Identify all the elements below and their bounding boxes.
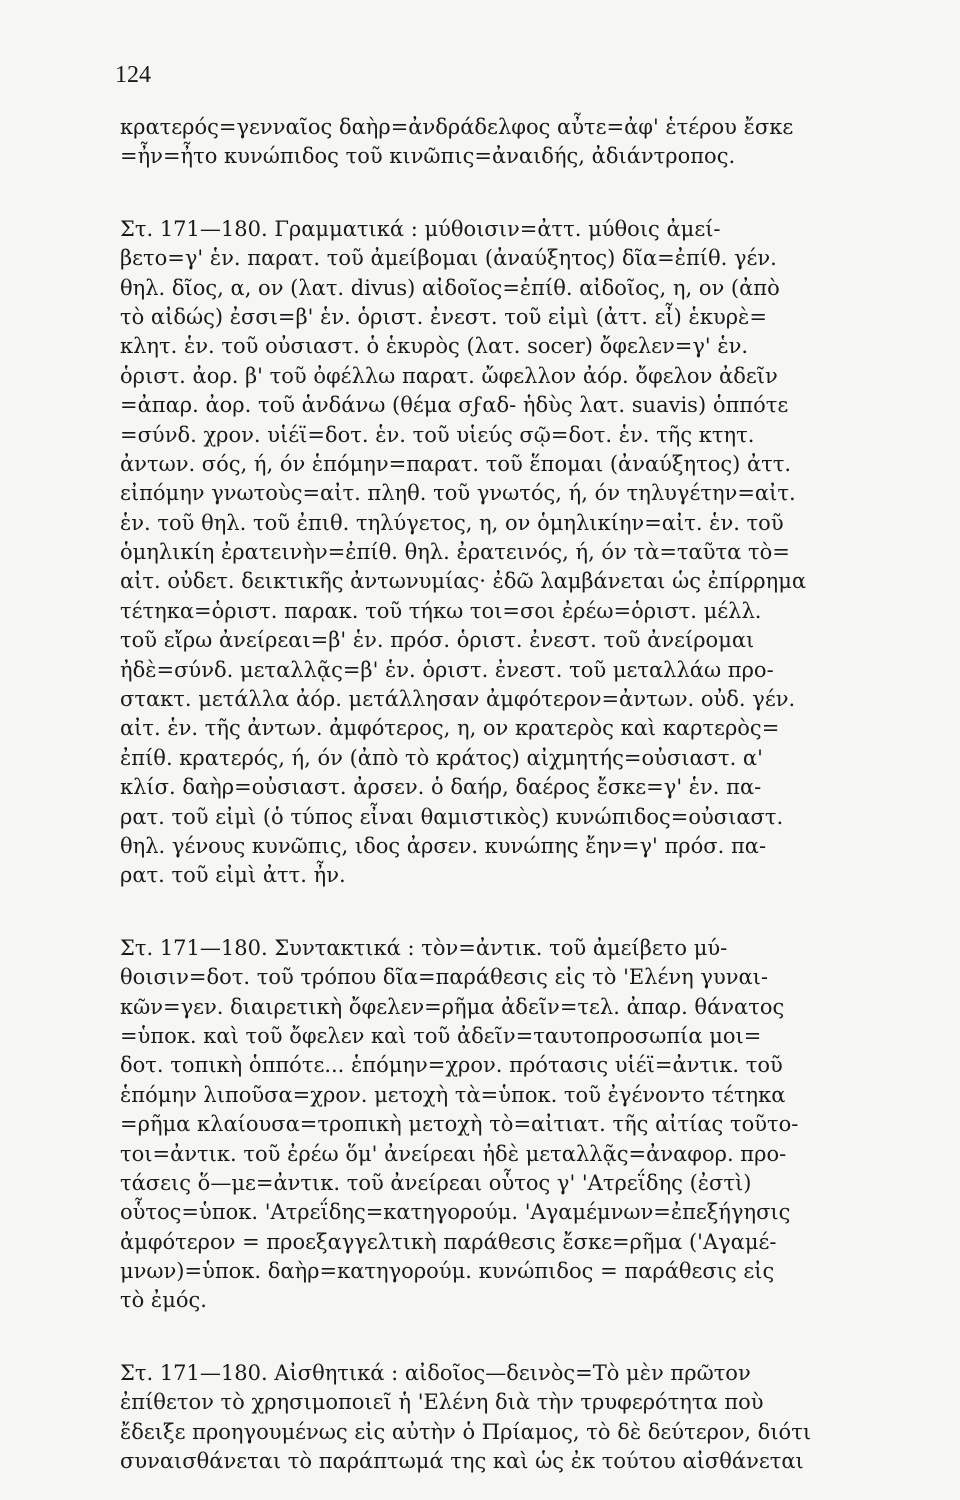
text-block <box>120 1359 840 1477</box>
text-line: κλίσ. δαὴρ=οὐσιαστ. ἀρσεν. ὁ δαήρ, δαέρος ἔσκε=γ' ἑν. πα- <box>120 775 762 800</box>
text-line: τέτηκα=ὁριστ. παρακ. τοῦ τήκω τοι=σοι ἐρέω=ὁριστ. μέλλ. <box>120 598 762 623</box>
text-line: αἰτ. ἑν. τῆς ἀντων. ἀμφότερος, η, ον κρατερὸς καὶ καρτερὸς= <box>120 716 780 741</box>
text-line: θηλ. γένους κυνῶπις, ιδος ἀρσεν. κυνώπης ἔην=γ' πρόσ. πα- <box>120 833 767 858</box>
text-line: =ρῆμα κλαίουσα=τροπικὴ μετοχὴ τὸ=αἰτιατ. τῆς αἰτίας τοῦτο- <box>120 1112 799 1137</box>
text-line: οὗτος=ὑποκ. 'Ατρεΐδης=κατηγορούμ. 'Αγαμέμνων=ἐπεξήγησις <box>120 1200 791 1225</box>
text-line: συναισθάνεται τὸ παράπτωμά της καὶ ὡς ἐκ τούτου αἰσθάνεται <box>120 1449 804 1474</box>
text-line: ὁμηλικίη ἐρατεινὴν=ἐπίθ. θηλ. ἐρατεινός, ή, όν τὰ=ταῦτα τὸ= <box>120 540 790 565</box>
text-line: =ἀπαρ. ἀορ. τοῦ ἁνδάνω (θέμα σϝαδ- ἡδὺς λατ. suavis) ὁππότε <box>120 393 789 418</box>
text-line: τοι=ἀντικ. τοῦ ἐρέω ὅμ' ἀνείρεαι ἠδὲ μεταλλᾷς=ἀναφορ. προ- <box>120 1141 787 1166</box>
text-line: τὸ αἰδώς) ἐσσι=β' ἑν. ὁριστ. ἐνεστ. τοῦ εἰμὶ (ἀττ. εἶ) ἑκυρὲ= <box>120 304 767 329</box>
text-line: θηλ. δῖος, α, ον (λατ. divus) αἰδοῖος=ἐπίθ. αἰδοῖος, η, ον (ἀπὸ <box>120 275 780 300</box>
text-line: ἔδειξε προηγουμένως εἰς αὐτὴν ὁ Πρίαμος, τὸ δὲ δεύτερον, διότι <box>120 1419 812 1444</box>
text-line: ἐπίθ. κρατερός, ή, όν (ἀπὸ τὸ κράτος) αἰχμητής=οὐσιαστ. α' <box>120 745 763 770</box>
text-line: στακτ. μετάλλα ἀόρ. μετάλλησαν ἀμφότερον=ἀντων. οὐδ. γέν. <box>120 687 796 712</box>
text-line: δοτ. τοπικὴ ὁππότε... ἑπόμην=χρον. πρότασις υἱέϊ=ἀντικ. τοῦ <box>120 1053 783 1078</box>
text-block <box>120 934 840 1316</box>
text-line: κρατερός=γενναῖος δαὴρ=ἀνδράδελφος αὖτε=ἀφ' ἑτέρου ἔσκε <box>120 115 794 139</box>
text-line: αἰτ. οὐδετ. δεικτικῆς ἀντωνυμίας· ἐδῶ λαμβάνεται ὡς ἐπίρρημα <box>120 569 807 594</box>
text-line: τοῦ εἴρω ἀνείρεαι=β' ἑν. πρόσ. ὁριστ. ἐνεστ. τοῦ ἀνείρομαι <box>120 628 755 653</box>
text-line: ἑν. τοῦ θηλ. τοῦ ἐπιθ. τηλύγετος, η, ον ὁμηλικίην=αἰτ. ἑν. τοῦ <box>120 510 784 535</box>
text-line: Στ. 171—180. Αἰσθητικά : αἰδοῖος—δεινὸς=Τὸ μὲν πρῶτον <box>120 1360 751 1385</box>
text-line: τὸ ἐμός. <box>120 1288 207 1313</box>
text-line: μνων)=ὑποκ. δαὴρ=κατηγορούμ. κυνώπιδος = παράθεσις εἰς <box>120 1259 775 1284</box>
text-line: ἐπίθετον τὸ χρησιμοποιεῖ ἡ 'Ελένη διὰ τὴν τρυφερότητα ποὺ <box>120 1390 764 1415</box>
paragraph-gap <box>120 891 840 934</box>
text-line: ἑπόμην λιποῦσα=χρον. μετοχὴ τὰ=ὑποκ. τοῦ ἐγένοντο τέτηκα <box>120 1082 786 1107</box>
text-block <box>120 215 840 891</box>
paragraph-gap <box>120 172 840 215</box>
text-line: =ἦν=ἦτο κυνώπιδος τοῦ κινῶπις=ἀναιδής, ἀδιάντροπος. <box>120 144 736 169</box>
text-line: ὁριστ. ἀορ. β' τοῦ ὀφέλλω παρατ. ὤφελλον ἀόρ. ὄφελον ἀδεῖν <box>120 363 778 388</box>
text-block <box>120 113 840 172</box>
text-line: τάσεις ὅ—με=ἀντικ. τοῦ ἀνείρεαι οὗτος γ' 'Ατρεΐδης (ἐστὶ) <box>120 1170 752 1195</box>
text-line: ἀμφότερον = προεξαγγελτικὴ παράθεσις ἔσκε=ρῆμα ('Αγαμέ- <box>120 1229 777 1254</box>
body-text <box>120 113 840 1476</box>
text-line: =ὑποκ. καὶ τοῦ ὄφελεν καὶ τοῦ ἀδεῖν=ταυτοπροσωπία μοι= <box>120 1023 762 1048</box>
text-line: =σύνδ. χρον. υἱέϊ=δοτ. ἑν. τοῦ υἱεύς σῷ=δοτ. ἑν. τῆς κτητ. <box>120 422 755 447</box>
text-line: ρατ. τοῦ εἰμὶ (ὁ τύπος εἶναι θαμιστικὸς) κυνώπιδος=οὐσιαστ. <box>120 804 784 829</box>
page-number: 124 <box>115 62 151 88</box>
text-line: εἰπόμην γνωτοὺς=αἰτ. πληθ. τοῦ γνωτός, ή, όν τηλυγέτην=αἰτ. <box>120 481 796 506</box>
text-line: ἀντων. σός, ή, όν ἑπόμην=παρατ. τοῦ ἕπομαι (ἀναύξητος) ἀττ. <box>120 451 792 476</box>
text-line: κλητ. ἑν. τοῦ οὐσιαστ. ὁ ἑκυρὸς (λατ. socer) ὄφελεν=γ' ἑν. <box>120 334 749 359</box>
text-line: ρατ. τοῦ εἰμὶ ἀττ. ἦν. <box>120 863 346 888</box>
text-line: Στ. 171—180. Γραμματικά : μύθοισιν=ἀττ. μύθοις ἀμεί- <box>120 216 721 241</box>
text-line: κῶν=γεν. διαιρετικὴ ὄφελεν=ρῆμα ἀδεῖν=τελ. ἀπαρ. θάνατος <box>120 994 785 1019</box>
paragraph-gap <box>120 1316 840 1359</box>
text-line: ἠδὲ=σύνδ. μεταλλᾷς=β' ἑν. ὁριστ. ἐνεστ. τοῦ μεταλλάω προ- <box>120 657 774 682</box>
text-line: Στ. 171—180. Συντακτικά : τὸν=ἀντικ. τοῦ ἀμείβετο μύ- <box>120 935 728 960</box>
text-line: θοισιν=δοτ. τοῦ τρόπου δῖα=παράθεσις εἰς τὸ 'Ελένη γυναι- <box>120 965 768 990</box>
text-line: βετο=γ' ἑν. παρατ. τοῦ ἀμείβομαι (ἀναύξητος) δῖα=ἐπίθ. γέν. <box>120 246 777 271</box>
